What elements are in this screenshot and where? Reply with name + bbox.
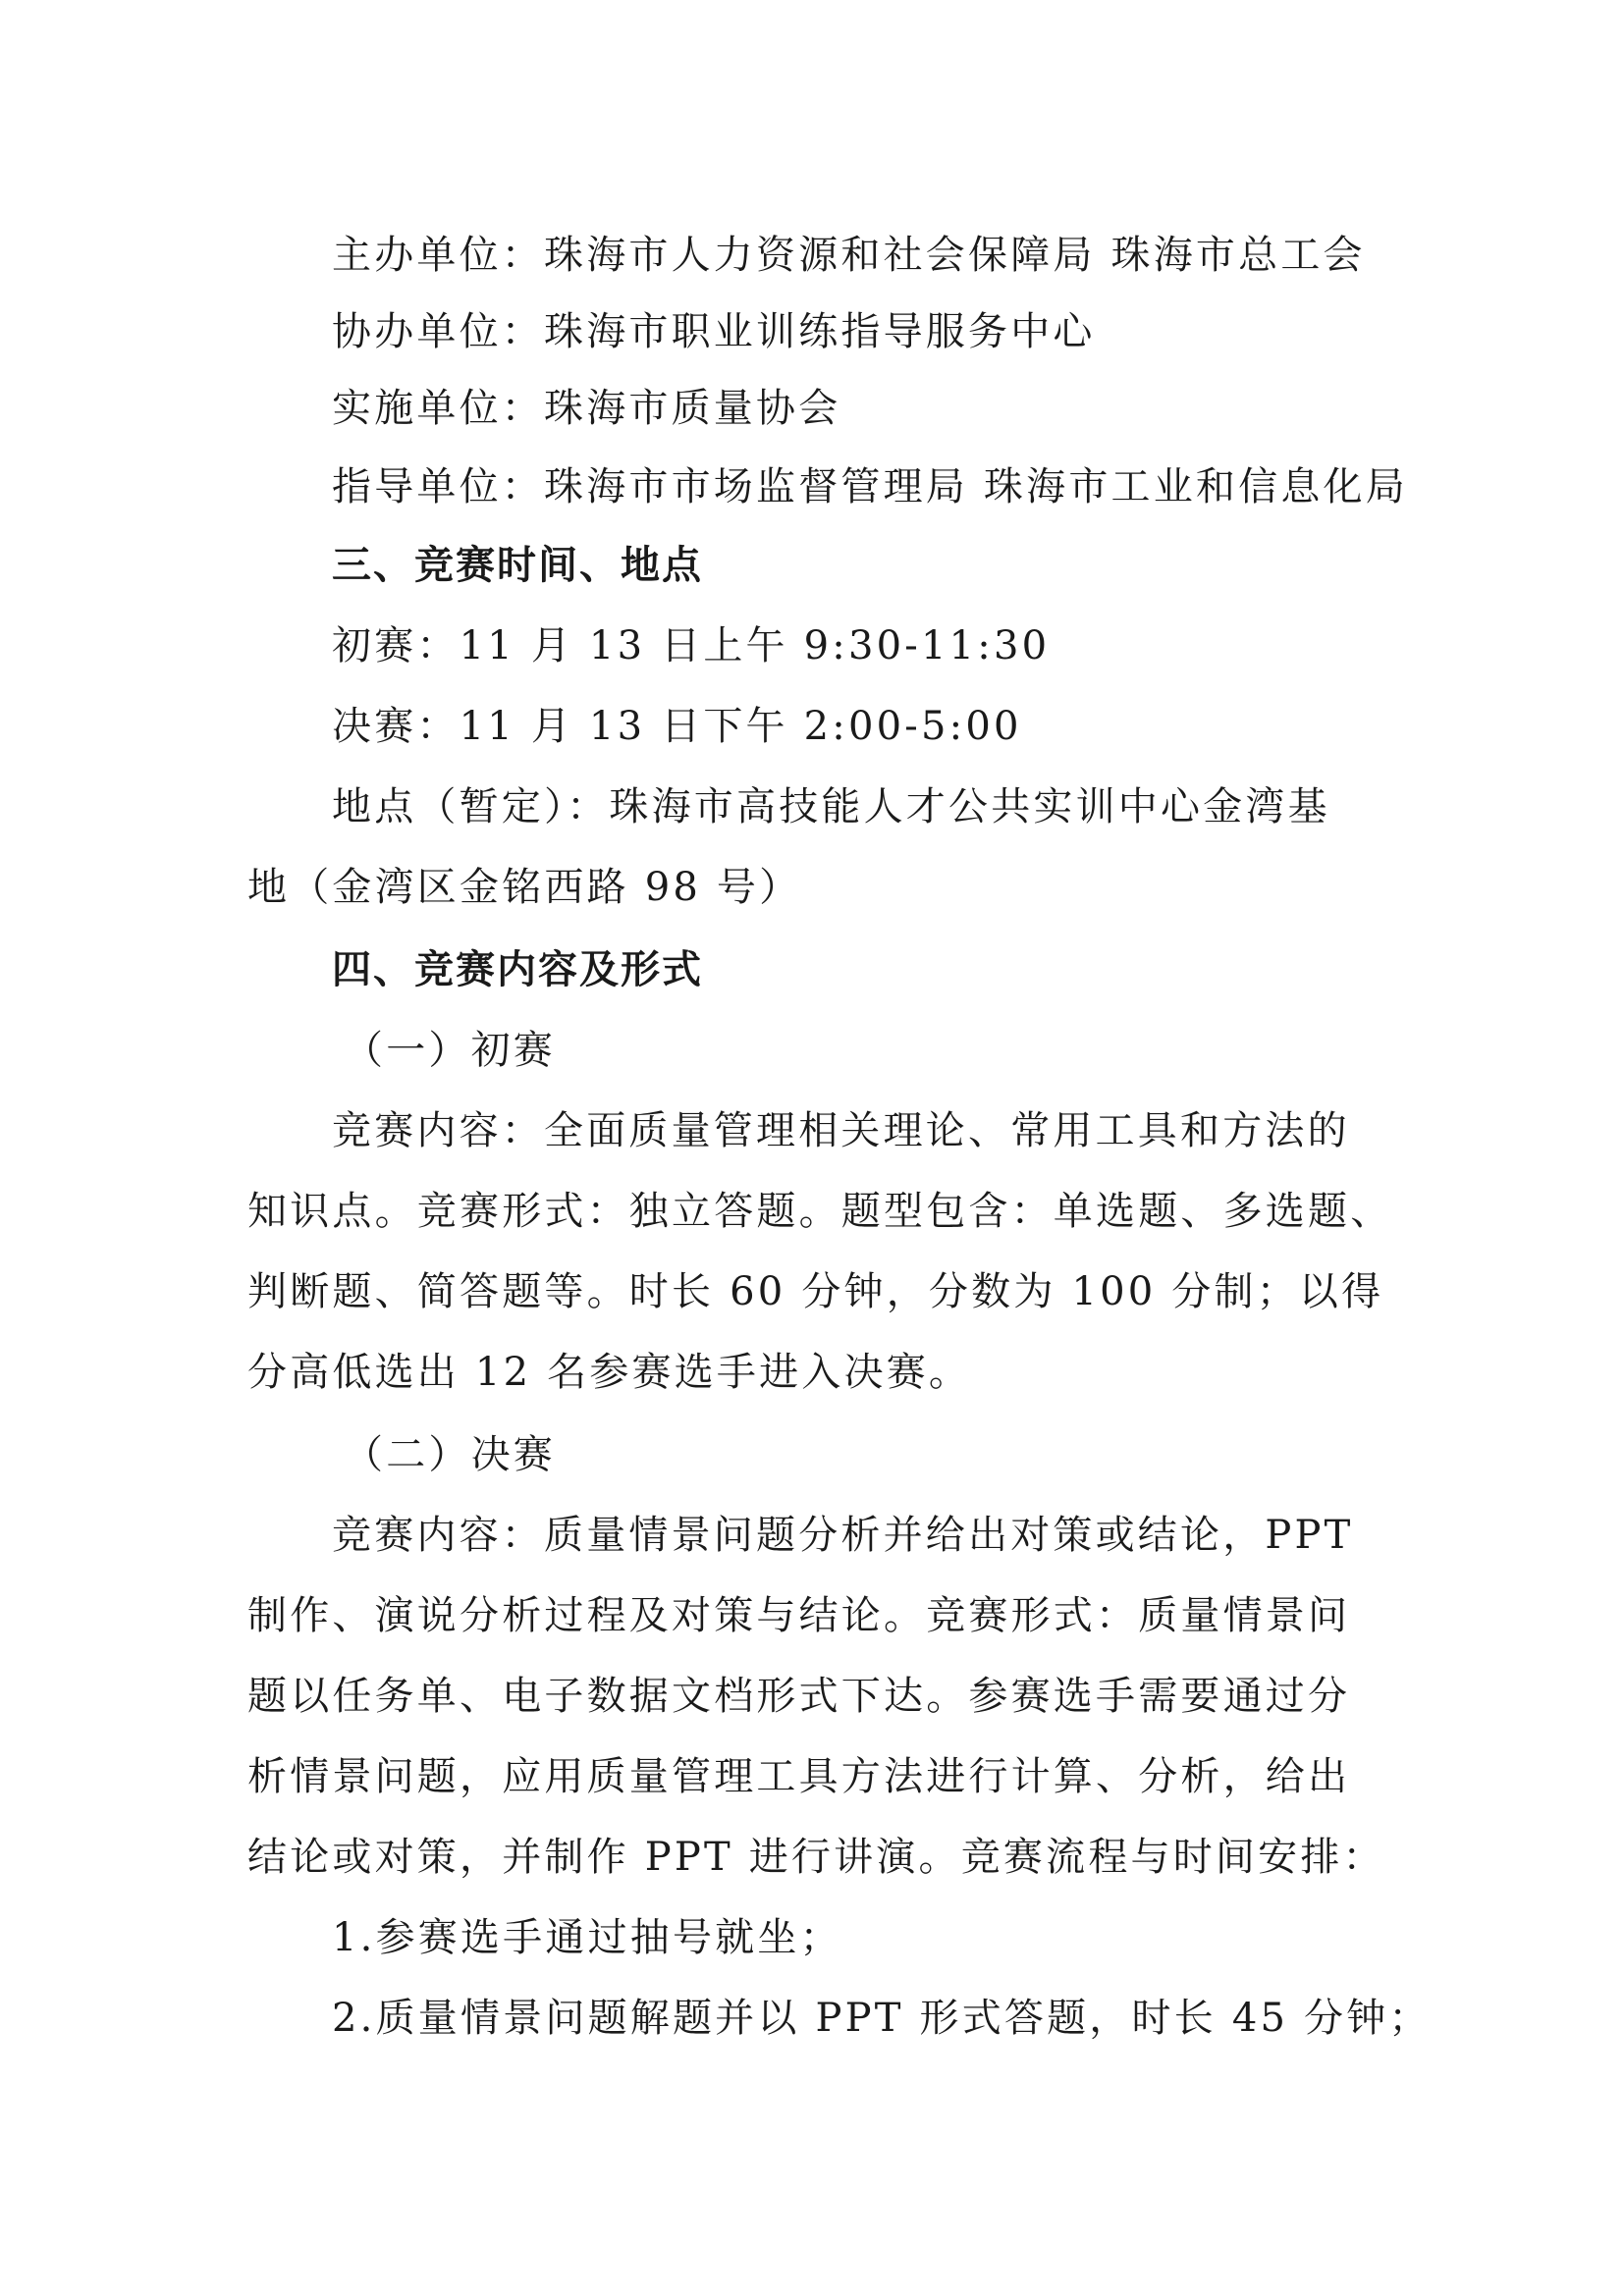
final-subheading: （二）决赛: [344, 1432, 556, 1477]
section-4-heading: 四、竞赛内容及形式: [332, 947, 703, 992]
final-content-line: 竞赛内容：质量情景问题分析并给出对策或结论，PPT: [332, 1513, 1354, 1558]
final-time: 决赛：11 月 13 日下午 2:00-5:00: [332, 704, 1022, 749]
preliminary-content-line: 分高低选出 12 名参赛选手进入决赛。: [247, 1350, 972, 1395]
implementer-line: 实施单位：珠海市质量协会: [332, 386, 841, 431]
preliminary-content-line: 判断题、简答题等。时长 60 分钟，分数为 100 分制；以得: [247, 1269, 1384, 1314]
preliminary-time: 初赛：11 月 13 日上午 9:30-11:30: [332, 623, 1051, 668]
co-organizer-line: 协办单位：珠海市职业训练指导服务中心: [332, 309, 1096, 354]
final-content-line: 析情景问题，应用质量管理工具方法进行计算、分析，给出: [247, 1754, 1351, 1799]
preliminary-content-line: 竞赛内容：全面质量管理相关理论、常用工具和方法的: [332, 1108, 1350, 1153]
location-line-1: 地点（暂定）：珠海市高技能人才公共实训中心金湾基: [332, 784, 1330, 829]
final-content-line: 制作、演说分析过程及对策与结论。竞赛形式：质量情景问: [247, 1593, 1351, 1638]
final-content-line: 题以任务单、电子数据文档形式下达。参赛选手需要通过分: [247, 1674, 1351, 1719]
section-3-heading: 三、竞赛时间、地点: [332, 543, 703, 588]
preliminary-subheading: （一）初赛: [344, 1028, 556, 1073]
location-line-2: 地（金湾区金铭西路 98 号）: [247, 865, 802, 910]
final-content-line: 结论或对策，并制作 PPT 进行讲演。竞赛流程与时间安排：: [247, 1835, 1385, 1880]
guide-unit-line: 指导单位：珠海市市场监督管理局 珠海市工业和信息化局: [332, 464, 1408, 509]
final-step-item: 2.质量情景问题解题并以 PPT 形式答题，时长 45 分钟；: [332, 1996, 1432, 2041]
preliminary-content-line: 知识点。竞赛形式：独立答题。题型包含：单选题、多选题、: [247, 1189, 1393, 1234]
host-unit-line: 主办单位：珠海市人力资源和社会保障局 珠海市总工会: [332, 233, 1366, 278]
final-step-item: 1.参赛选手通过抽号就坐；: [332, 1915, 842, 1960]
